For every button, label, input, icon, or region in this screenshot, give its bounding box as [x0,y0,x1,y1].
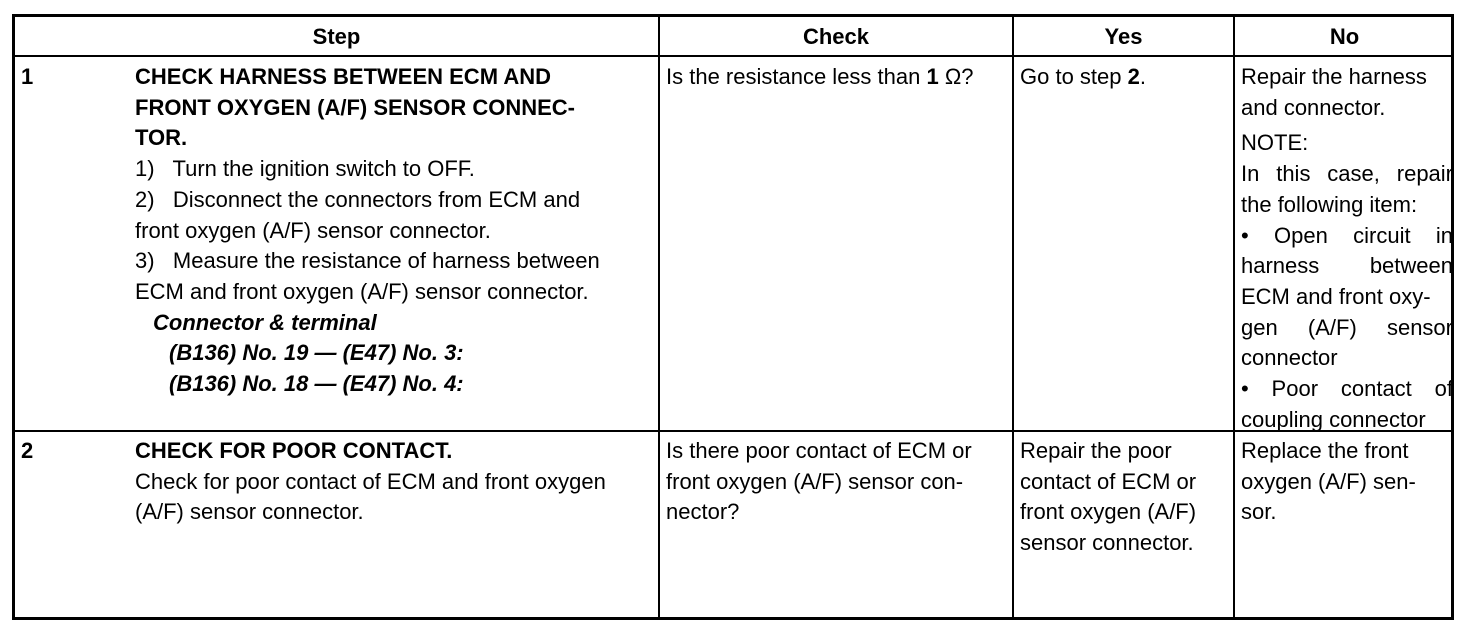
no-line: and connector. [1241,94,1386,120]
header-yes: Yes [1104,24,1143,49]
step-instruction-line: (A/F) sensor connector. [135,499,364,525]
note-label: NOTE: [1241,130,1309,156]
step-number: 2 [21,438,34,463]
no-action [1241,436,1453,528]
no-action [1241,62,1453,435]
step-number: 1 [21,64,34,89]
step-description [135,436,653,528]
yes-line: Repair the poor [1020,438,1172,463]
header-step: Step [312,24,361,49]
note-line: coupling connector [1241,406,1426,432]
connector-terminal-line: (B136) No. 19 — (E47) No. 3: [169,340,464,366]
check-line: nector? [666,499,740,525]
column-divider [1012,17,1014,617]
header-check: Check [802,24,870,49]
note-line: the following item: [1241,191,1418,217]
step-instruction-line: ECM and front oxygen (A/F) sensor connector. [135,278,589,304]
check-question [666,436,1011,528]
step-instruction-line: Check for poor contact of ECM and front oxygen [135,468,606,494]
step-title-line: CHECK HARNESS BETWEEN ECM AND [135,64,551,89]
step-title-line: CHECK FOR POOR CONTACT. [135,438,453,463]
yes-suffix: . [1139,64,1146,89]
yes-action [1020,62,1232,93]
yes-text: Go to step [1020,64,1128,89]
no-line: Replace the front [1241,438,1409,463]
note-line: gen (A/F) sensor [1241,314,1453,340]
note-line: In this case, repair [1241,161,1453,187]
step-instruction-line: 3) Measure the resistance of harness between [135,248,600,274]
yes-action [1020,436,1232,559]
check-line: front oxygen (A/F) sensor con- [666,468,964,494]
note-line: ECM and front oxy- [1241,283,1431,309]
yes-step-ref: 2 [1127,64,1140,89]
step-title-line: TOR. [135,125,188,151]
connector-terminal-line: (B136) No. 18 — (E47) No. 4: [169,371,464,397]
no-line: Repair the harness [1241,64,1427,89]
yes-line: front oxygen (A/F) [1020,499,1197,525]
step-title-line: FRONT OXYGEN (A/F) SENSOR CONNEC- [135,94,576,120]
no-line: oxygen (A/F) sen- [1241,468,1416,494]
check-question [666,62,1011,93]
note-line: connector [1241,345,1338,371]
step-description [135,62,653,400]
no-line: sor. [1241,499,1277,525]
header-no: No [1329,24,1360,49]
row-divider [15,430,1451,432]
row-divider [15,55,1451,57]
connector-heading: Connector & terminal [153,309,377,335]
step-instruction-line: 2) Disconnect the connectors from ECM and [135,186,581,212]
check-text: Is the resistance less than [666,64,927,89]
column-divider [1233,17,1235,617]
check-suffix: Ω? [938,64,974,89]
yes-line: sensor connector. [1020,530,1194,556]
step-instruction-line: front oxygen (A/F) sensor connector. [135,217,491,243]
yes-line: contact of ECM or [1020,468,1197,494]
check-line: Is there poor contact of ECM or [666,438,972,463]
note-line: • Poor contact of [1241,376,1453,402]
note-line: harness between [1241,253,1453,279]
note-line: • Open circuit in [1241,222,1453,248]
check-value: 1 [926,64,939,89]
step-instruction-line: 1) Turn the ignition switch to OFF. [135,156,475,182]
diagnostic-table [12,14,1454,620]
column-divider [658,17,660,617]
